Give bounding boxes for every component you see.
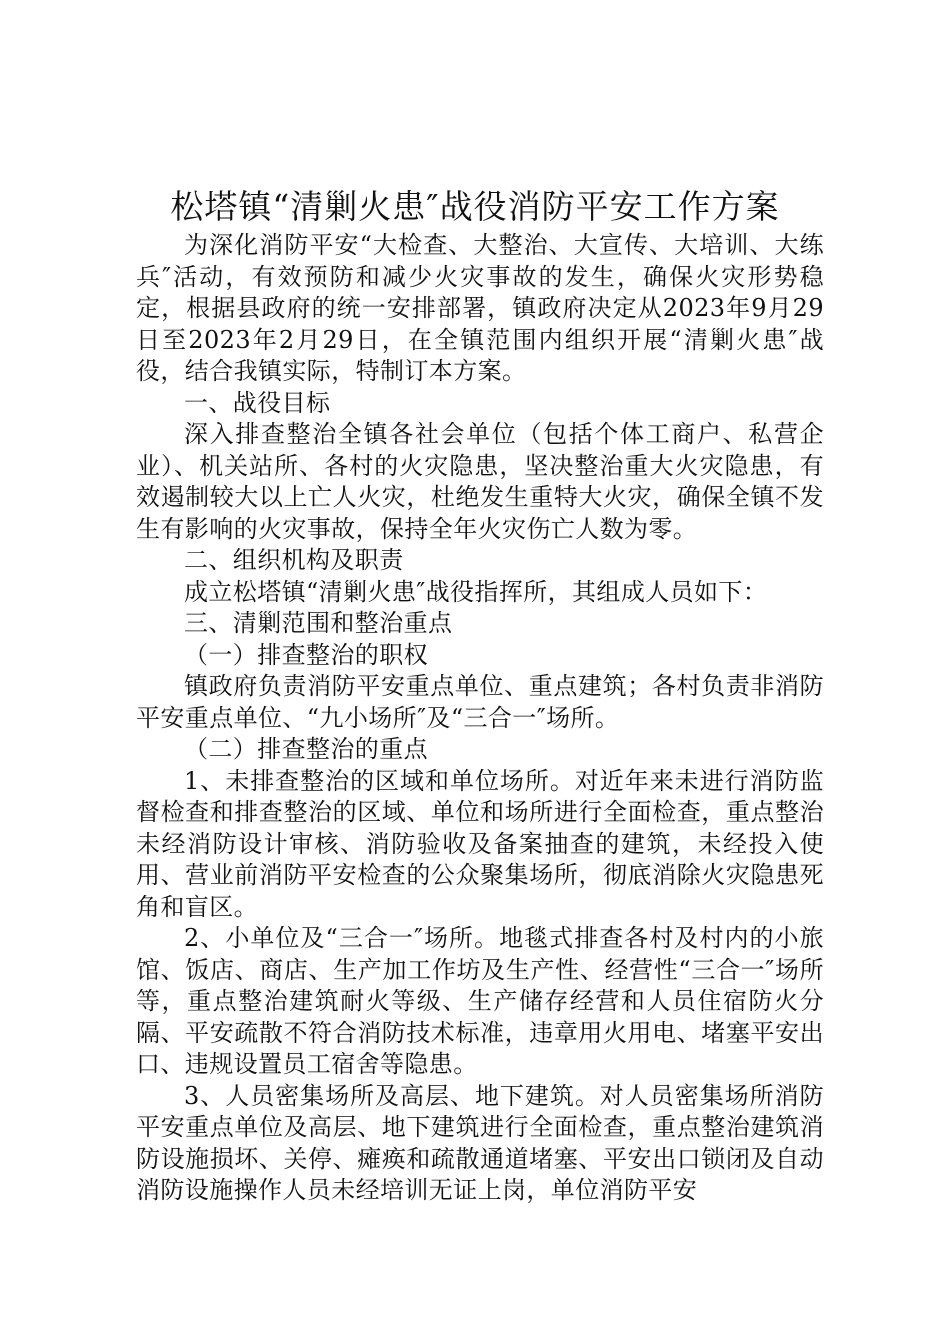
intro-paragraph: 为深化消防平安“大检查、大整治、大宣传、大培训、大练兵″活动，有效预防和减少火灾事故的发生，确保火灾形势稳定，根据县政府的统一安排部署，镇政府决定从2023年9月29日至2023年2月29日，在全镇范围内组织开展“清剿火患″战役，结合我镇实际，特制订本方案。 [136, 231, 824, 385]
document-body [136, 230, 824, 1207]
section-heading-scope: 三、清剿范围和整治重点 [184, 609, 453, 637]
subsection-heading-duties: （一）排查整治的职权 [184, 640, 428, 669]
focus-item-2: 2、小单位及“三合一″场所。地毯式排查各村及村内的小旅馆、饭店、商店、生产加工作坊及生产性、经营性“三合一″场所等，重点整治建筑耐火等级、生产储存经营和人员住宿防火分隔、平安疏散不符合消防技术标准，违章用火用电、堵塞平安出口、违规设置员工宿舍等隐患。 [136, 924, 824, 1078]
organization-paragraph: 成立松塔镇“清剿火患″战役指挥所，其组成人员如下： [184, 577, 768, 606]
focus-item-1: 1、未排查整治的区域和单位场所。对近年来未进行消防监督检查和排查整治的区域、单位和场所进行全面检查，重点整治未经消防设计审核、消防验收及备案抽查的建筑，未经投入使用、营业前消防平安检查的公众聚集场所，彻底消除火灾隐患死角和盲区。 [136, 766, 824, 921]
document-title: 松塔镇“清剿火患″战役消防平安工作方案 [170, 187, 780, 226]
section-heading-goals: 一、战役目标 [184, 388, 331, 417]
subsection-heading-focus: （二）排查整治的重点 [184, 735, 428, 763]
focus-item-3: 3、人员密集场所及高层、地下建筑。对人员密集场所消防平安重点单位及高层、地下建筑进行全面检查，重点整治建筑消防设施损坏、关停、瘫痪和疏散通道堵塞、平安出口锁闭及自动消防设施操作人员未经培训无证上岗，单位消防平安 [136, 1081, 824, 1204]
section-heading-organization: 二、组织机构及职责 [184, 546, 404, 574]
duties-paragraph: 镇政府负责消防平安重点单位、重点建筑；各村负责非消防平安重点单位、“九小场所″及“三合一″场所。 [136, 672, 824, 732]
goals-paragraph: 深入排查整治全镇各社会单位（包括个体工商户、私营企业）、机关站所、各村的火灾隐患，坚决整治重大火灾隐患，有效遏制较大以上亡人火灾，杜绝发生重特大火灾，确保全镇不发生有影响的火灾事故，保持全年火灾伤亡人数为零。 [136, 420, 824, 543]
